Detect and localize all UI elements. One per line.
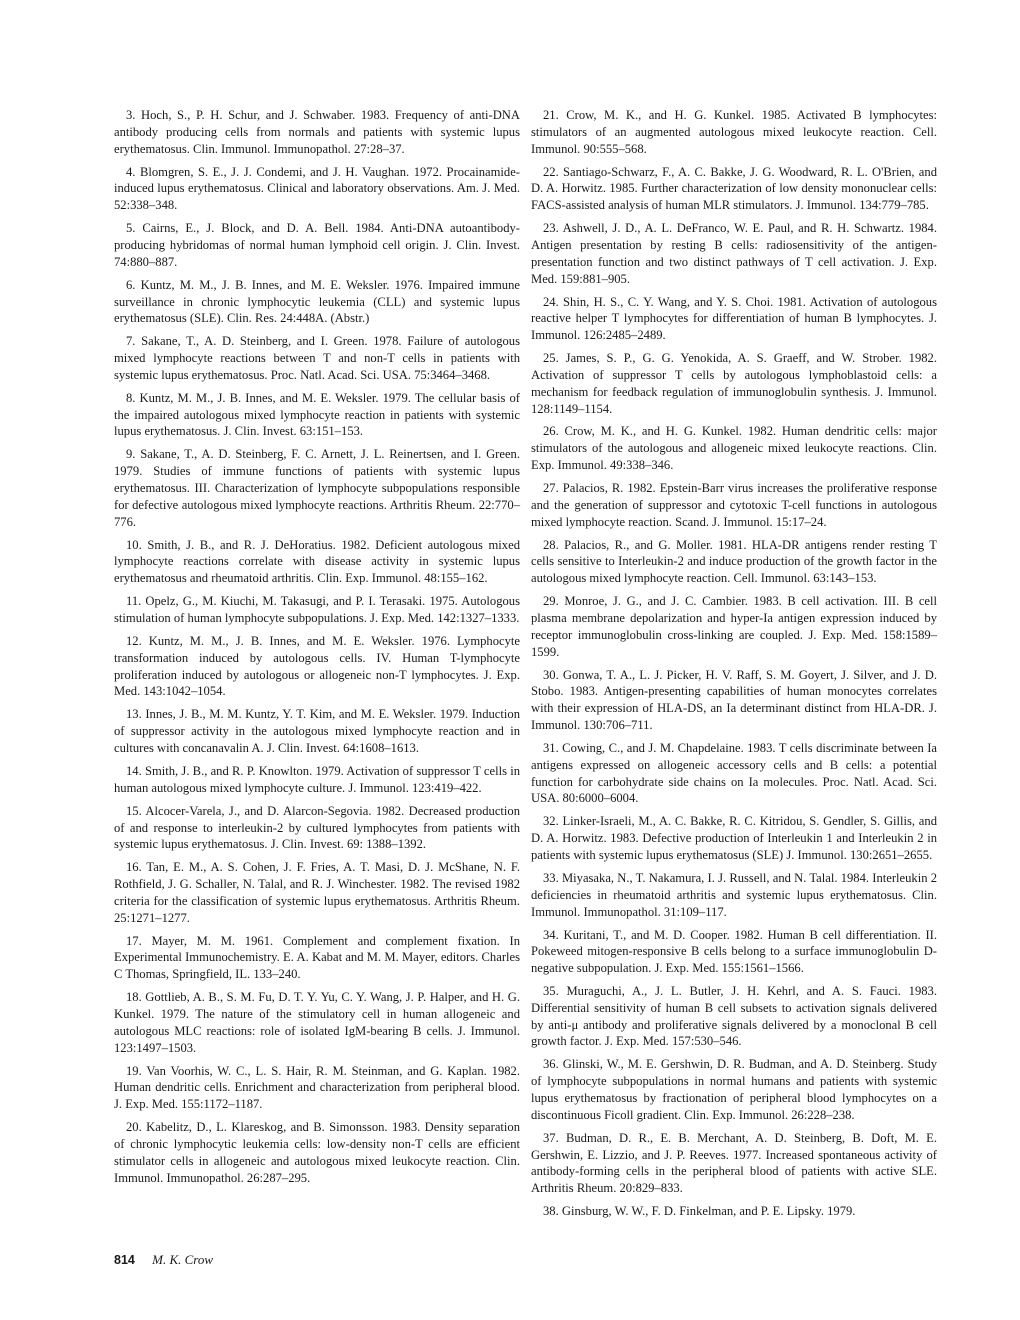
page-number: 814 (114, 1253, 135, 1267)
reference-17: 17. Mayer, M. M. 1961. Complement and complement fixation. In Experimental Immunochemistry. E. A. Kabat and M. M. Mayer, editors. Charles C Thomas, Springfield, IL. 133–240. (114, 933, 520, 982)
reference-30: 30. Gonwa, T. A., L. J. Picker, H. V. Raff, S. M. Goyert, J. Silver, and J. D. Stobo. 1983. Antigen-presenting capabilities of human monocytes correlates with their expression of HLA-DS, an Ia determinant distinct from HLA-DR. J. Immunol. 130:706–711. (531, 667, 937, 732)
reference-11: 11. Opelz, G., M. Kiuchi, M. Takasugi, and P. I. Terasaki. 1975. Autologous stimulation of human lymphocyte subpopulations. J. Exp. Med. 142:1327–1333. (114, 594, 520, 626)
reference-5: 5. Cairns, E., J. Block, and D. A. Bell. 1984. Anti-DNA autoantibody-producing hybridomas of normal human lymphoid cell origin. J. Clin. Invest. 74:880–887. (114, 221, 520, 269)
reference-37: 37. Budman, D. R., E. B. Merchant, A. D. Steinberg, B. Doft, M. E. Gershwin, E. Lizzio, and J. P. Reeves. 1977. Increased spontaneous activity of antibody-forming cells in the peripheral blood of patients with active SLE. Arthritis Rheum. 20:829–833. (531, 1130, 937, 1196)
reference-31: 31. Cowing, C., and J. M. Chapdelaine. 1983. T cells discriminate between Ia antigens expressed on allogeneic accessory cells and B cells: a potential function for carbohydrate side chains on Ia molecules. Proc. Natl. Acad. Sci. USA. 80:6000–6004. (531, 740, 937, 806)
reference-20: 20. Kabelitz, D., L. Klareskog, and B. Simonsson. 1983. Density separation of chronic lymphocytic leukemia cells: low-density non-T cells are efficient stimulator cells in allogeneic and autologous mixed leukocyte reaction. Clin. Immunol. Immunopathol. 26:287–295. (114, 1120, 520, 1185)
reference-22: 22. Santiago-Schwarz, F., A. C. Bakke, J. G. Woodward, R. L. O'Brien, and D. A. Horwitz. 1985. Further characterization of low density mononuclear cells: FACS-assisted analysis of human MLR stimulators. J. Immunol. 134:779–785. (531, 164, 937, 213)
reference-18: 18. Gottlieb, A. B., S. M. Fu, D. T. Y. Yu, C. Y. Wang, J. P. Halper, and H. G. Kunkel. 1979. The nature of the stimulatory cell in human allogeneic and autologous MLC reactions: role of isolated IgM-bearing B cells. J. Immunol. 123:1497–1503. (114, 990, 520, 1055)
reference-35: 35. Muraguchi, A., J. L. Butler, J. H. Kehrl, and A. S. Fauci. 1983. Differential sensitivity of human B cell subsets to activation signals delivered by anti-μ antibody and proliferative signals delivered by a monoclonal B cell growth factor. J. Exp. Med. 157:530–546. (531, 984, 937, 1049)
reference-8: 8. Kuntz, M. M., J. B. Innes, and M. E. Weksler. 1979. The cellular basis of the impaired autologous mixed lymphocyte reaction in patients with systemic lupus erythematosus. J. Clin. Invest. 63:151–153. (114, 390, 520, 439)
reference-29: 29. Monroe, J. G., and J. C. Cambier. 1983. B cell activation. III. B cell plasma membrane depolarization and hyper-Ia antigen expression induced by receptor immunoglobulin cross-linking are coupled. J. Exp. Med. 158:1589–1599. (531, 594, 937, 659)
reference-28: 28. Palacios, R., and G. Moller. 1981. HLA-DR antigens render resting T cells sensitive to Interleukin-2 and induce production of the growth factor in the autologous mixed lymphocyte reaction. Cell. Immunol. 63:143–153. (531, 537, 937, 586)
right-reference-column (531, 107, 937, 1226)
reference-14: 14. Smith, J. B., and R. P. Knowlton. 1979. Activation of suppressor T cells in human autologous mixed lymphocyte culture. J. Immunol. 123:419–422. (114, 763, 520, 795)
reference-23: 23. Ashwell, J. D., A. L. DeFranco, W. E. Paul, and R. H. Schwartz. 1984. Antigen presentation by resting B cells: radiosensitivity of the antigen-presentation function and two distinct pathways of T cell activation. J. Exp. Med. 159:881–905. (531, 221, 937, 286)
reference-13: 13. Innes, J. B., M. M. Kuntz, Y. T. Kim, and M. E. Weksler. 1979. Induction of suppressor activity in the autologous mixed lymphocyte reaction and in cultures with concanavalin A. J. Clin. Invest. 64:1608–1613. (114, 707, 520, 755)
reference-6: 6. Kuntz, M. M., J. B. Innes, and M. E. Weksler. 1976. Impaired immune surveillance in chronic lymphocytic leukemia (CLL) and systemic lupus erythematosus (SLE). Clin. Res. 24:448A. (Abstr.) (114, 277, 520, 326)
reference-7: 7. Sakane, T., A. D. Steinberg, and I. Green. 1978. Failure of autologous mixed lymphocyte reactions between T and non-T cells in patients with systemic lupus erythematosus. Proc. Natl. Acad. Sci. USA. 75:3464–3468. (114, 334, 520, 382)
page-footer (114, 1252, 213, 1268)
reference-9: 9. Sakane, T., A. D. Steinberg, F. C. Arnett, J. L. Reinertsen, and I. Green. 1979. Studies of immune functions of patients with systemic lupus erythematosus. III. Characterization of lymphocyte subpopulations responsible for defective autologous mixed lymphocyte reactions. Arthritis Rheum. 22:770–776. (114, 447, 520, 529)
reference-21: 21. Crow, M. K., and H. G. Kunkel. 1985. Activated B lymphocytes: stimulators of an augmented autologous mixed leukocyte reaction. Cell. Immunol. 90:555–568. (531, 108, 937, 156)
reference-26: 26. Crow, M. K., and H. G. Kunkel. 1982. Human dendritic cells: major stimulators of the autologous and allogeneic mixed leukocyte reactions. Clin. Exp. Immunol. 49:338–346. (531, 424, 937, 473)
reference-3: 3. Hoch, S., P. H. Schur, and J. Schwaber. 1983. Frequency of anti-DNA antibody producing cells from normals and patients with systemic lupus erythematosus. Clin. Immunol. Immunopathol. 27:28–37. (114, 108, 520, 156)
reference-25: 25. James, S. P., G. G. Yenokida, A. S. Graeff, and W. Strober. 1982. Activation of suppressor T cells by autologous lymphoblastoid cells: a mechanism for feedback regulation of immunoglobulin synthesis. J. Immunol. 128:1149–1154. (531, 351, 937, 416)
reference-16: 16. Tan, E. M., A. S. Cohen, J. F. Fries, A. T. Masi, D. J. McShane, N. F. Rothfield, J. G. Schaller, N. Talal, and R. J. Winchester. 1982. The revised 1982 criteria for the classification of systemic lupus erythematosus. Arthritis Rheum. 25:1271–1277. (114, 860, 520, 925)
reference-32: 32. Linker-Israeli, M., A. C. Bakke, R. C. Kitridou, S. Gendler, S. Gillis, and D. A. Horwitz. 1983. Defective production of Interleukin 1 and Interleukin 2 in patients with systemic lupus erythematosus (SLE) J. Immunol. 130:2651–2655. (531, 814, 937, 862)
reference-24: 24. Shin, H. S., C. Y. Wang, and Y. S. Choi. 1981. Activation of autologous reactive helper T lymphocytes for differentiation of human B lymphocytes. J. Immunol. 126:2485–2489. (531, 294, 937, 343)
reference-34: 34. Kuritani, T., and M. D. Cooper. 1982. Human B cell differentiation. II. Pokeweed mitogen-responsive B cells belong to a surface immunoglobulin D-negative subpopulation. J. Exp. Med. 155:1561–1566. (531, 927, 937, 976)
reference-12: 12. Kuntz, M. M., J. B. Innes, and M. E. Weksler. 1976. Lymphocyte transformation induced by autologous cells. IV. Human T-lymphocyte proliferation induced by autologous or allogeneic non-T lymphocytes. J. Exp. Med. 143:1042–1054. (114, 634, 520, 699)
reference-27: 27. Palacios, R. 1982. Epstein-Barr virus increases the proliferative response and the generation of suppressor and cytotoxic T-cell functions in autologous mixed lymphocyte reaction. Scand. J. Immunol. 15:17–24. (531, 481, 937, 529)
reference-15: 15. Alcocer-Varela, J., and D. Alarcon-Segovia. 1982. Decreased production of and response to interleukin-2 by cultured lymphocytes from patients with systemic lupus erythematosus. J. Clin. Invest. 69: 1388–1392. (114, 803, 520, 852)
reference-10: 10. Smith, J. B., and R. J. DeHoratius. 1982. Deficient autologous mixed lymphocyte reactions correlate with disease activity in systemic lupus erythematosus and rheumatoid arthritis. Clin. Exp. Immunol. 48:155–162. (114, 537, 520, 586)
reference-4: 4. Blomgren, S. E., J. J. Condemi, and J. H. Vaughan. 1972. Procainamide-induced lupus erythematosus. Clinical and laboratory observations. Am. J. Med. 52:338–348. (114, 164, 520, 213)
reference-38: 38. Ginsburg, W. W., F. D. Finkelman, and P. E. Lipsky. 1979. (543, 1204, 856, 1219)
running-head: M. K. Crow (152, 1252, 214, 1267)
left-reference-column (114, 107, 520, 1193)
reference-33: 33. Miyasaka, N., T. Nakamura, I. J. Russell, and N. Talal. 1984. Interleukin 2 deficiencies in rheumatoid arthritis and systemic lupus erythematosus. Clin. Immunol. Immunopathol. 31:109–117. (531, 870, 937, 919)
reference-36: 36. Glinski, W., M. E. Gershwin, D. R. Budman, and A. D. Steinberg. Study of lymphocyte subpopulations in normal humans and patients with systemic lupus erythematosus by fractionation of peripheral blood lymphocytes on a discontinuous Ficoll gradient. Clin. Exp. Immunol. 26:228–238. (531, 1057, 937, 1122)
reference-19: 19. Van Voorhis, W. C., L. S. Hair, R. M. Steinman, and G. Kaplan. 1982. Human dendritic cells. Enrichment and characterization from peripheral blood. J. Exp. Med. 155:1172–1187. (114, 1063, 520, 1112)
